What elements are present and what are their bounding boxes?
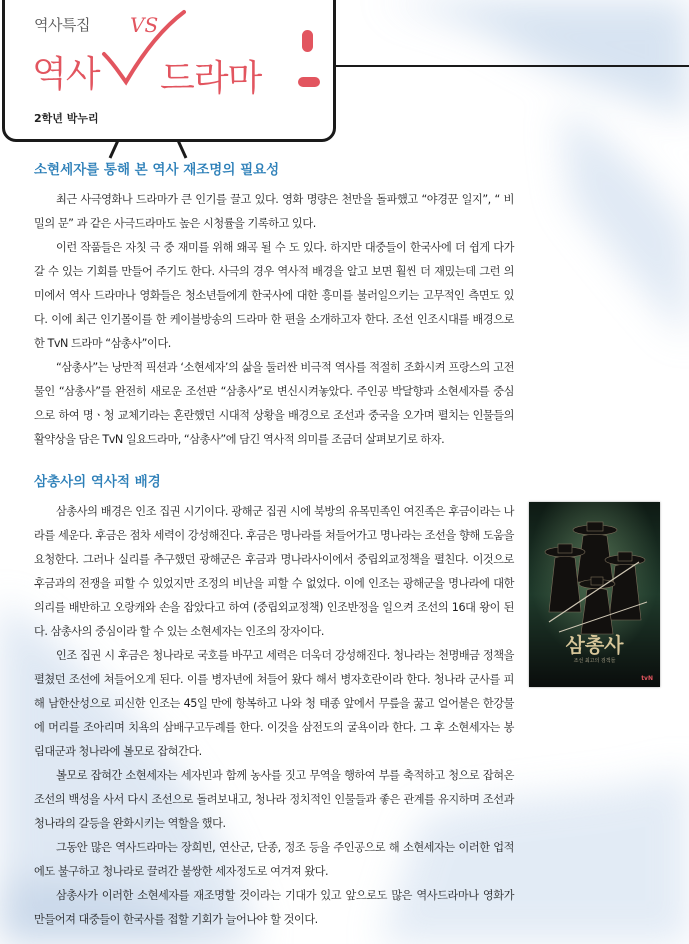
- paragraph: 인조 집권 시 후금은 청나라로 국호를 바꾸고 세력은 더욱더 강성해진다. 청나라는 천명배금 정책을 펼쳤던 조선에 쳐들어오게 된다. 이를 병자년에 쳐들어 왔다 해서 병자호란이라 한다. 청나라 군사를 피해 남한산성으로 피신한 인조는 45일 만에 항복하고 나와 청 태종 앞에서 무릎을 꿇고 얼어붙은 한강물에 머리를 조아리며 치욕의 삼배구고두례를 한다. 이것을 삼전도의 굴욕이라 한다. 그 후 소현세자는 봉림대군과 청나라에 볼모로 잡혀간다.: [34, 649, 514, 758]
- poster-title: 삼총사: [565, 633, 624, 657]
- paragraph: 최근 사극영화나 드라마가 큰 인기를 끌고 있다. 영화 명량은 천만을 돌파했고 “야경꾼 일지”, “ 비밀의 문” 과 같은 사극드라마도 높은 시청률을 기록하고 있다.: [34, 193, 514, 230]
- author-byline: 2학년 박누리: [34, 112, 99, 125]
- movie-poster-image: [529, 502, 660, 687]
- title-history: 역사: [32, 54, 100, 95]
- paragraph: 삼총사가 이러한 소현세자를 재조명할 것이라는 기대가 있고 앞으로도 많은 역사드라마나 영화가 만들어져 대중들이 한국사를 접할 기회가 늘어나야 할 것이다.: [34, 889, 514, 926]
- article-body: [34, 160, 514, 932]
- tv-knob-icon: [302, 30, 313, 52]
- paragraph: “삼총사”는 낭만적 픽션과 ‘소현세자’의 삶을 둘러싼 비극적 역사를 적절히 조화시켜 프랑스의 고전물인 “삼총사”를 완전히 새로운 조선판 “삼총사”로 변신시켜놓았다. 주인공 박달향과 소현세자를 중심으로 하여 명ㆍ청 교체기라는 혼란했던 시대적 상황을 배경으로 조선과 중국을 오가며 펼치는 인물들의 활약상을 담은 TvN 일요드라마, “삼총사”에 담긴 역사적 의미를 조금더 살펴보기로 하자.: [34, 361, 514, 446]
- paragraph: 그동안 많은 역사드라마는 장희빈, 연산군, 단종, 정조 등을 주인공으로 해 소현세자는 이러한 업적에도 불구하고 청나라로 끌려간 불쌍한 세자정도로 여겨져 왔다.: [34, 841, 514, 878]
- paragraph: 삼총사의 배경은 인조 집권 시기이다. 광해군 집권 시에 북방의 유목민족인 여진족은 후금이라는 나라를 세운다. 후금은 점차 세력이 강성해진다. 후금은 명나라를 쳐들어가고 명나라는 조선을 향해 도움을 요청한다. 그러나 실리를 추구했던 광해군은 후금과 명나라사이에서 중립외교정책을 펼친다. 이것으로 후금과의 전쟁을 피할 수 있었지만 조정의 비난을 피할 수 없었다. 이에 인조는 광해군을 명나라에 대한 의리를 배반하고 오랑캐와 손을 잡았다고 하여 (중립외교정책) 인조반정을 일으켜 조선의 16대 왕이 된다. 삼총사의 중심이라 할 수 있는 소현세자는 인조의 장자이다.: [34, 505, 514, 638]
- paragraph: 이런 작품들은 자칫 극 중 재미를 위해 왜곡 될 수 도 있다. 하지만 대중들이 한국사에 더 쉽게 다가갈 수 있는 기회를 만들어 주기도 한다. 사극의 경우 역사적 배경을 알고 보면 훨씬 더 재밌는데 그런 의미에서 역사 드라마나 영화들은 청소년들에게 한국사에 대한 흥미를 불러일으키는 고무적인 측면도 있다. 이에 최근 인기몰이를 한 케이블방송의 드라마 한 편을 소개하고자 한다. 조선 인조시대를 배경으로 한 TvN 드라마 “삼총사”이다.: [34, 241, 514, 350]
- poster-channel: tvN: [641, 675, 653, 682]
- paragraph: 볼모로 잡혀간 소현세자는 세자빈과 함께 농사를 짓고 무역을 행하여 부를 축적하고 청으로 잡혀온 조선의 백성을 사서 다시 조선으로 돌려보내고, 청나라 정치적인 인물들과 좋은 관계를 유지하며 조선과 청나라의 갈등을 완화시키는 역할을 했다.: [34, 769, 514, 830]
- vs-text: VS: [130, 13, 159, 37]
- poster-tagline: 조선 최고의 검객들: [573, 658, 616, 664]
- section-heading: 삼총사의 역사적 배경: [34, 474, 161, 490]
- special-feature-label: 역사특집: [34, 16, 90, 34]
- section-heading: 소현세자를 통해 본 역사 재조명의 필요성: [34, 162, 280, 178]
- header-rule: [330, 65, 689, 67]
- title-drama: 드라마: [160, 58, 262, 99]
- vs-checkmark-icon: [96, 6, 186, 86]
- tv-knob-icon: [298, 77, 320, 87]
